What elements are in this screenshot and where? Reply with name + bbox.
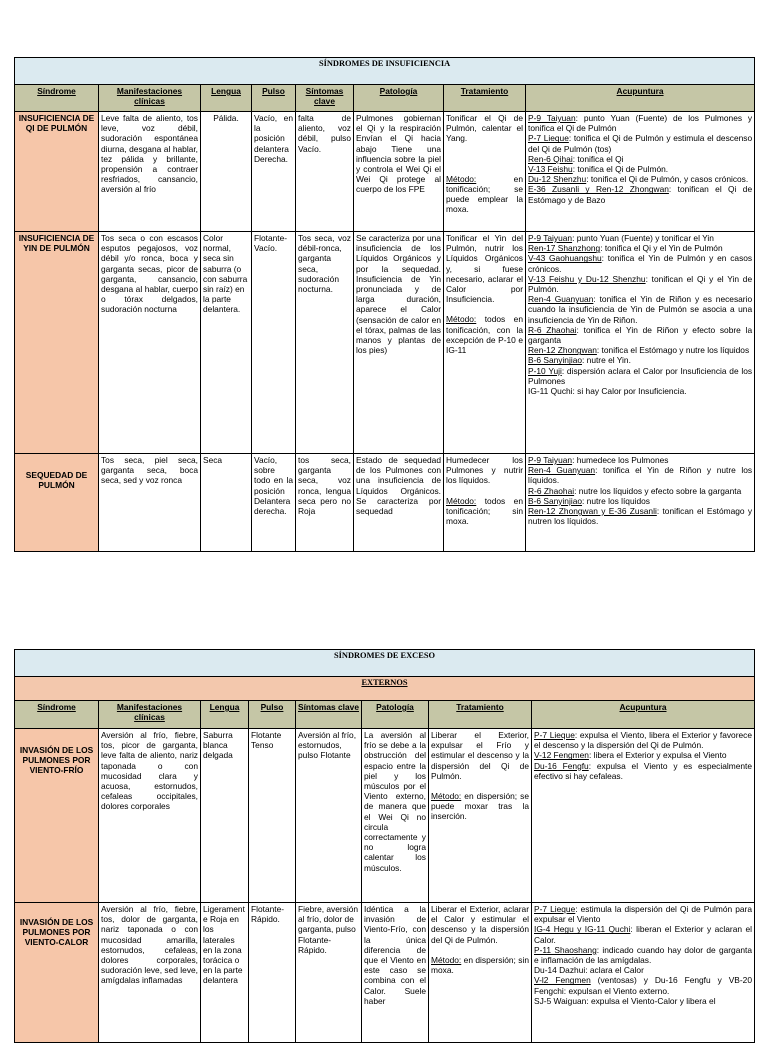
- tratamiento-text: Humedecer los Pulmones y nutrir los líquidos.: [446, 455, 523, 486]
- acupuntura-item: [528, 164, 752, 174]
- acupuntura-item: [528, 274, 752, 294]
- acupoint-effect: IG-11 Quchi: si hay Calor por Insuficiencia.: [528, 386, 687, 397]
- exceso-table: [14, 649, 755, 1043]
- acupuntura-item: [528, 294, 752, 325]
- acupuntura-item: [528, 486, 752, 496]
- insuficiencia-table: [14, 57, 755, 552]
- metodo-text: en dispersión; sin moxa.: [431, 954, 529, 976]
- syndrome-name: INSUFICIENCIA DE YIN DE PULMÓN: [15, 232, 99, 454]
- acupuntura-cell: [526, 232, 755, 454]
- col-header: Síntomas clave: [296, 701, 362, 729]
- acupoint-effect: : tonifica el Qi y el Yin de Pulmón: [600, 243, 723, 254]
- pulso-cell: Flotante Tenso: [249, 729, 296, 903]
- manifestaciones-cell: Tos seca, piel seca, garganta seca, boca seca, sed y voz ronca: [99, 454, 201, 552]
- acupuntura-item: [534, 965, 752, 975]
- metodo-text: en dispersión; se puede moxar tras la inserción.: [431, 791, 529, 822]
- table-title: SÍNDROMES DE INSUFICIENCIA: [15, 58, 755, 85]
- tratamiento-text: Tonificar el Qi de Pulmón, calentar el Yang.: [446, 113, 523, 144]
- acupoint-effect: : tonifica el Yin de Riñon y nutre los líquidos.: [528, 465, 753, 486]
- acupoint-effect: : expulsa el Viento, libera el Exterior y favorece el descenso y la dispersión del Qi de Pulmón.: [534, 730, 752, 751]
- acupoint-effect: : tonifica el Yin de Riñon y efecto sobre la garganta: [528, 324, 753, 346]
- acupoint-effect: : expulsa el Viento y es especialmente efectivo si hay cefaleas.: [534, 760, 752, 781]
- acupuntura-item: [534, 904, 752, 924]
- table-row: [15, 112, 755, 232]
- table-row: [15, 729, 755, 903]
- tratamiento-cell: [429, 903, 532, 1043]
- acupuntura-item: [534, 924, 752, 944]
- col-header: Síndrome: [15, 701, 99, 729]
- col-header: Síntomas clave: [296, 85, 354, 112]
- acupoint-effect: : tonifican el Qi y el Yin de Pulmón.: [528, 273, 753, 295]
- acupoint-name: R-6 Zhaohai: [528, 324, 577, 335]
- acupuntura-item: [528, 455, 752, 465]
- acupoint-effect: : nutre el Yin.: [582, 355, 631, 366]
- manifestaciones-cell: Aversión al frío, fiebre, tos, picor de garganta, leve falta de aliento, nariz taponada o con mucosidad clara y acuosa, estornudos, cefaleas occipitales, dolores corporales: [99, 729, 201, 903]
- acupoint-name: Ren-4 Guanyuan: [528, 294, 594, 305]
- acupoint-effect: SJ-5 Waiguan: expulsa el Viento-Calor y libera el: [534, 995, 716, 1006]
- metodo-label: Método:: [446, 495, 477, 506]
- acupoint-effect: : libera el Exterior y expulsa el Viento: [588, 750, 727, 761]
- acupoint-name: E-36 Zusanli y Ren-12 Zhongwan: [528, 184, 669, 195]
- patologia-cell: Estado de sequedad de los Pulmones con una insuficiencia de Líquidos Orgánicos. Se caracteriza por sequedad: [354, 454, 444, 552]
- acupoint-name: Du-12 Shenzhu: [528, 174, 587, 185]
- acupoint-name: R-6 Zhaohai: [528, 485, 575, 496]
- table-row: [15, 232, 755, 454]
- table-row: [15, 903, 755, 1043]
- syndrome-name: INVASIÓN DE LOS PULMONES POR VIENTO-CALOR: [15, 903, 99, 1043]
- lengua-cell: Seca: [201, 454, 252, 552]
- acupuntura-item: [528, 174, 752, 184]
- acupuntura-item: [528, 386, 752, 396]
- acupoint-name: P-9 Taiyuan: [528, 455, 573, 465]
- acupoint-name: V-l2 Fengmen: [534, 975, 591, 986]
- syndrome-name: SEQUEDAD DE PULMÓN: [15, 454, 99, 552]
- metodo-text: todos en tonificación; sin moxa.: [446, 495, 523, 527]
- sintomas-cell: tos seca, garganta seca, voz ronca, lengua seca pero no Roja: [296, 454, 354, 552]
- col-header: Lengua: [201, 701, 249, 729]
- acupuntura-item: [534, 975, 752, 995]
- table-subtitle: EXTERNOS: [15, 677, 755, 701]
- acupoint-name: IG-4 Hegu y IG-11 Quchi: [534, 924, 631, 935]
- col-header: Manifestaciones clínicas: [99, 85, 201, 112]
- col-header: Síndrome: [15, 85, 99, 112]
- col-header: Pulso: [252, 85, 296, 112]
- pulso-cell: Flotante-Vacío.: [252, 232, 296, 454]
- tratamiento-cell: [444, 112, 526, 232]
- acupoint-effect: : estimula la dispersión del Qi de Pulmón para expulsar el Viento: [534, 904, 752, 925]
- acupoint-name: P-7 Lieque: [534, 730, 575, 740]
- lengua-cell: Pálida.: [201, 112, 252, 232]
- acupuntura-item: [528, 506, 752, 526]
- tratamiento-text: Tonificar el Yin del Pulmón, nutrir los Líquidos Orgánicos y, si fuese necesario, aclarar el Calor por Insuficiencia.: [446, 233, 523, 305]
- lengua-cell: Saburra blanca delgada: [201, 729, 249, 903]
- col-header: Manifestaciones clínicas: [99, 701, 201, 729]
- acupoint-name: V-13 Feishu y Du-12 Shenzhu: [528, 273, 646, 284]
- acupoint-effect: : tonifica el Qi de Pulmón, y casos crónicos.: [586, 174, 749, 185]
- tratamiento-cell: [429, 729, 532, 903]
- tratamiento-cell: [444, 232, 526, 454]
- acupuntura-cell: [526, 112, 755, 232]
- sintomas-cell: falta de aliento, voz débil, pulso Vacío.: [296, 112, 354, 232]
- acupoint-name: V-12 Fengmen: [534, 750, 589, 761]
- metodo-label: Método:: [431, 791, 462, 802]
- patologia-cell: La aversión al frío se debe a la obstrucción del espacio entre la piel y los músculos por el Viento externo, de manera que el Wei Qi no circula correctamente y no logra calentar los músculos.: [362, 729, 429, 903]
- acupoint-effect: : tonifican el Estómago y nutren los líquidos.: [528, 506, 753, 527]
- tratamiento-cell: [444, 454, 526, 552]
- pulso-cell: Vacío, en la posición delantera Derecha.: [252, 112, 296, 232]
- col-header: Patología: [354, 85, 444, 112]
- acupoint-name: B-6 Sanyinjiao: [528, 495, 583, 506]
- acupuntura-cell: [532, 903, 755, 1043]
- acupoint-name: Ren-4 Guanyuan: [528, 465, 596, 476]
- acupuntura-item: [528, 325, 752, 345]
- patologia-cell: Idéntica a la invasión de Viento-Frío, con la única diferencia de que el Viento en este caso se combina con el Calor. Suele haber: [362, 903, 429, 1043]
- acupoint-effect: : tonifica el Yin de Pulmón y en casos crónicos.: [528, 253, 753, 274]
- acupoint-name: Ren-12 Zhongwan: [528, 345, 597, 356]
- patologia-cell: Se caracteriza por una insuficiencia de los Líquidos Orgánicos y por la sequedad. Insuficiencia de Yin pronunciada y de larga duración, aparece el Calor (sensación de calor en el tórax, palmas de las manos y plantas de los pies): [354, 232, 444, 454]
- col-header: Pulso: [249, 701, 296, 729]
- acupuntura-item: [528, 133, 752, 153]
- acupoint-effect: : punto Yuan (Fuente) y tonificar el Yin: [572, 233, 714, 243]
- acupoint-name: V-13 Feishu: [528, 164, 573, 175]
- tratamiento-text: Liberar el Exterior, expulsar el Frío y estimular el descenso y la dispersión del Qi de Pulmón.: [431, 730, 529, 781]
- acupuntura-item: [534, 761, 752, 781]
- acupuntura-item: [528, 366, 752, 386]
- acupuntura-item: [528, 345, 752, 355]
- col-header: Acupuntura: [526, 85, 755, 112]
- acupoint-effect: : dispersión aclara el Calor por Insuficiencia de los Pulmones: [528, 365, 753, 386]
- pulso-cell: Flotante-Rápido.: [249, 903, 296, 1043]
- col-header: Lengua: [201, 85, 252, 112]
- acupoint-name: P-7 Lieque: [528, 133, 569, 144]
- syndrome-name: INVASIÓN DE LOS PULMONES POR VIENTO-FRÍO: [15, 729, 99, 903]
- acupuntura-item: [534, 750, 752, 760]
- col-header: Acupuntura: [532, 701, 755, 729]
- metodo-text: en tonificación; se puede emplear la moxa.: [446, 173, 523, 215]
- metodo-label: Método:: [446, 314, 477, 325]
- acupuntura-item: [528, 243, 752, 253]
- acupoint-effect: : humedece los Pulmones: [572, 455, 669, 465]
- table-row: [15, 454, 755, 552]
- acupuntura-item: [528, 113, 752, 133]
- acupoint-effect: : tonifica el Qi de Pulmón y estimula el descenso del Qi de Pulmón (tos): [528, 133, 753, 154]
- patologia-cell: Pulmones gobiernan el Qi y la respiración Envían el Qi hacia abajo Tiene una influencia sobre la piel y controla el Wei Qi el Wei Qi protege al cuerpo de los FPE: [354, 112, 444, 232]
- table-title: SÍNDROMES DE EXCESO: [15, 650, 755, 677]
- acupoint-name: B-6 Sanyinjiao: [528, 355, 583, 366]
- acupuntura-item: [534, 996, 752, 1006]
- acupuntura-cell: [526, 454, 755, 552]
- acupoint-name: Du-16 Fengfu: [534, 760, 589, 771]
- pulso-cell: Vacío, sobre todo en la posición Delantera derecha.: [252, 454, 296, 552]
- acupoint-effect: : nutre los líquidos: [582, 495, 650, 506]
- acupoint-effect: : tonifican el Qi de Estómago y de Bazo: [528, 184, 753, 205]
- lengua-cell: Ligeramente Roja en los laterales en la zona torácica o en la parte delantera: [201, 903, 249, 1043]
- acupoint-effect: : indicado cuando hay dolor de garganta e inflamación de las amígdalas.: [534, 944, 753, 966]
- metodo-label: Método:: [431, 954, 462, 965]
- acupoint-effect: : nutre los líquidos y efecto sobre la garganta: [574, 485, 742, 496]
- acupuntura-item: [528, 465, 752, 485]
- acupoint-name: P-9 Taiyuan: [528, 113, 576, 123]
- acupoint-effect: Du-14 Dazhui: aclara el Calor: [534, 965, 644, 976]
- acupoint-effect: : liberan el Exterior y aclaran el Calor.: [534, 924, 752, 945]
- acupoint-effect: : tonifica el Qi: [572, 153, 624, 164]
- acupoint-effect: : tonifica el Estómago y nutre los líquidos: [596, 345, 750, 356]
- acupoint-name: Ren-6 Qihai: [528, 153, 573, 164]
- acupuntura-item: [528, 355, 752, 365]
- acupoint-effect: (ventosas) y Du-16 Fengfu y VB-20 Fengchi: expulsan el Viento externo.: [534, 975, 752, 996]
- acupoint-name: P-11 Shaoshang: [534, 944, 597, 955]
- acupuntura-item: [528, 253, 752, 273]
- sintomas-cell: Aversión al frío, estornudos, pulso Flotante: [296, 729, 362, 903]
- sintomas-cell: Fiebre, aversión al frío, dolor de garganta, pulso Flotante-Rápido.: [296, 903, 362, 1043]
- acupuntura-cell: [532, 729, 755, 903]
- manifestaciones-cell: Aversión al frío, fiebre, tos, dolor de garganta, nariz taponada o con mucosidad amarilla, estornudos, cefaleas, dolores corporales, sudoración leve, sed leve, amígdalas inflamadas: [99, 903, 201, 1043]
- acupoint-effect: : tonifica el Yin de Riñon y es necesario cuando la insuficiencia de Yin de Pulmón se asocia a una insuficiencia de Yin de Riñon.: [528, 294, 753, 325]
- acupuntura-item: [528, 154, 752, 164]
- manifestaciones-cell: Leve falta de aliento, tos leve, voz débil, sudoración espontánea diurna, desgana al hablar, tez pálida y brillante, propensión a contraer resfriados, cansancio, aversión al frío: [99, 112, 201, 232]
- tratamiento-text: Liberar el Exterior, aclarar el Calor y estimular el descenso y la dispersión del Qi de Pulmón.: [431, 904, 529, 945]
- acupuntura-item: [528, 233, 752, 243]
- acupuntura-item: [534, 730, 752, 750]
- acupoint-name: P-7 Lieque: [534, 904, 576, 914]
- acupuntura-item: [528, 184, 752, 204]
- sintomas-cell: Tos seca, voz débil-ronca, garganta seca, sudoración nocturna.: [296, 232, 354, 454]
- acupuntura-item: [528, 496, 752, 506]
- syndrome-name: INSUFICIENCIA DE QI DE PULMÓN: [15, 112, 99, 232]
- acupoint-name: P-10 Yuji: [528, 365, 562, 376]
- col-header: Tratamiento: [429, 701, 532, 729]
- col-header: Tratamiento: [444, 85, 526, 112]
- manifestaciones-cell: Tos seca o con escasos esputos pegajosos, voz débil y/o ronca, boca y garganta secas, picor de garganta, cansancio, desgana al hablar, cuerpo o tórax delgados, sudoración nocturna: [99, 232, 201, 454]
- acupoint-effect: : tonifica el Qi de Pulmón.: [572, 164, 669, 175]
- col-header: Patología: [362, 701, 429, 729]
- acupoint-name: Ren-12 Zhongwan y E-36 Zusanli: [528, 506, 657, 517]
- metodo-label: Método:: [446, 173, 477, 184]
- acupuntura-item: [534, 945, 752, 965]
- acupoint-name: Ren-17 Shanzhong: [528, 243, 601, 254]
- lengua-cell: Color normal, seca sin saburra (o con saburra sin raíz) en la parte delantera.: [201, 232, 252, 454]
- acupoint-name: P-9 Taiyuan: [528, 233, 573, 243]
- acupoint-effect: : punto Yuan (Fuente) de los Pulmones y tonifica el Qi de Pulmón: [528, 113, 753, 134]
- acupoint-name: V-43 Gaohuangshu: [528, 253, 602, 264]
- metodo-text: todos en tonificación, con la excepción de P-10 e IG-11: [446, 314, 523, 356]
